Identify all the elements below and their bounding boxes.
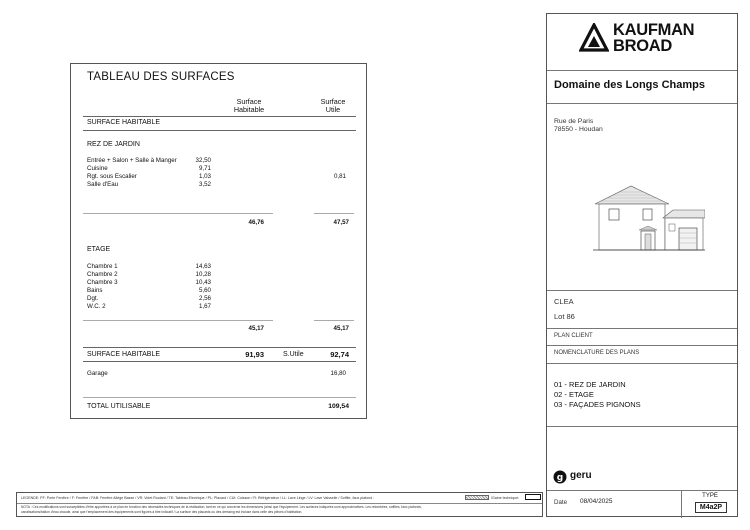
etage-subtotal-habitable: 45,17 (248, 325, 264, 332)
divider (83, 130, 356, 131)
geru-logo-icon (553, 470, 567, 484)
total-utile-value: 92,74 (330, 350, 349, 359)
total-utilisable-label: TOTAL UTILISABLE (87, 403, 151, 410)
divider (83, 397, 356, 398)
room-utile: 0,81 (333, 173, 346, 180)
project-name: Domaine des Longs Champs (554, 79, 705, 91)
house-elevation-icon (593, 184, 705, 252)
divider (17, 503, 542, 504)
room-label: Cuisine (87, 165, 108, 172)
geru-wordmark: geru (570, 470, 592, 481)
section-etage: ETAGE (87, 246, 111, 253)
room-habitable: 9,71 (198, 165, 211, 172)
kaufman-broad-logo-icon (579, 23, 609, 53)
room-label: W.C. 2 (87, 303, 106, 310)
rdj-subtotal-utile: 47,57 (333, 219, 349, 226)
divider (547, 328, 737, 329)
room-label: Rgt. sous Escalier (87, 173, 137, 180)
model-name: CLEA (554, 297, 574, 306)
address-line-1: Rue de Paris (554, 118, 594, 125)
nota-line-2: canalisations/ballon d'eau chaude, ainsi que l'emplacement des équipements sont figurés à titre indicatif / La surface des placards ou des dressing est incluse dans celle des pièces d'habitation. (21, 509, 303, 514)
divider (681, 490, 682, 518)
column-header-habitable: Surface Habitable (233, 97, 265, 114)
divider (547, 345, 737, 346)
room-label: Chambre 3 (87, 279, 118, 286)
room-label: Chambre 1 (87, 263, 118, 270)
divider (83, 116, 356, 117)
nomenclature-title: NOMENCLATURE DES PLANS (554, 350, 640, 356)
garage-label: Garage (87, 370, 108, 377)
room-label: Salle d'Eau (87, 181, 119, 188)
room-habitable: 32,50 (195, 157, 211, 164)
plan-list-item: 02 - ETAGE (554, 390, 594, 399)
divider (547, 103, 737, 104)
room-habitable: 14,63 (195, 263, 211, 270)
subtotal-line (83, 213, 273, 214)
type-value: M4a2P (695, 502, 727, 513)
gaine-technique-icon (525, 494, 541, 500)
divider (547, 426, 737, 427)
total-habitable-value: 91,93 (245, 350, 264, 359)
divider (547, 70, 737, 71)
garage-value: 16,80 (330, 370, 346, 377)
section-rez-de-jardin: REZ DE JARDIN (87, 141, 140, 148)
etage-subtotal-utile: 45,17 (333, 325, 349, 332)
legend-bar (16, 492, 543, 517)
plan-list-item: 01 - REZ DE JARDIN (554, 380, 626, 389)
column-header-utile: Surface Utile (320, 97, 346, 114)
title-block (546, 13, 738, 517)
room-label: Chambre 2 (87, 271, 118, 278)
nota-line-1: NOTA : Ces modifications sont susceptibles d'être apportées à ce plan en fonction des nécessités techniques de la réalisation, tant en ce qui concerne les dimensions (ainsi que l'équipement. Les surfaces indiquées sont approximatives. Les retombées, soffites, faux plafonds, (21, 505, 422, 509)
divider (83, 347, 356, 348)
soffite-hatch-icon (465, 495, 489, 500)
divider (547, 363, 737, 364)
svg-text:g: g (556, 473, 564, 483)
room-habitable: 1,67 (198, 303, 211, 310)
room-habitable: 5,60 (198, 287, 211, 294)
room-label: Entrée + Salon + Salle à Manger (87, 157, 177, 164)
legend-text: LEGENDE: PF: Porte Fenêtre / F: Fenêtre / FAB: Fenêtre Allège Basse / VR: Volet Roulant / TE: Tableau Electrique / PL: Placard / CUI: Cuisson / R: Réfrigérateur / LL: Lave Linge / LV: Lave Vaisselle / Soffite, faux plafond : (21, 496, 375, 500)
subtotal-line (83, 320, 273, 321)
room-habitable: 3,52 (198, 181, 211, 188)
date-label: Date (554, 499, 568, 506)
divider (547, 290, 737, 291)
divider (83, 361, 356, 362)
room-habitable: 2,56 (198, 295, 211, 302)
brand-name: KAUFMAN BROAD (613, 21, 695, 55)
surface-table (70, 63, 367, 419)
plan-list-item: 03 - FAÇADES PIGNONS (554, 400, 641, 409)
total-habitable-label: SURFACE HABITABLE (87, 351, 161, 358)
total-utilisable-value: 109,54 (328, 403, 349, 410)
date-value: 08/04/2025 (580, 498, 613, 505)
total-utile-label: S.Utile (283, 351, 304, 358)
lot-number: Lot 86 (554, 312, 575, 321)
room-habitable: 1,03 (198, 173, 211, 180)
room-label: Dgt. (87, 295, 99, 302)
table-title: TABLEAU DES SURFACES (87, 71, 235, 83)
subtotal-line (314, 213, 354, 214)
room-label: Bains (87, 287, 103, 294)
rdj-subtotal-habitable: 46,76 (248, 219, 264, 226)
type-label: TYPE (702, 493, 718, 499)
subtotal-line (314, 320, 354, 321)
plan-client: PLAN CLIENT (554, 333, 593, 339)
section-surface-habitable: SURFACE HABITABLE (87, 119, 161, 126)
room-habitable: 10,43 (195, 279, 211, 286)
room-habitable: 10,28 (195, 271, 211, 278)
divider (547, 490, 737, 491)
gaine-text: /Gaine technique: (491, 496, 520, 500)
address-line-2: 78550 - Houdan (554, 126, 603, 133)
